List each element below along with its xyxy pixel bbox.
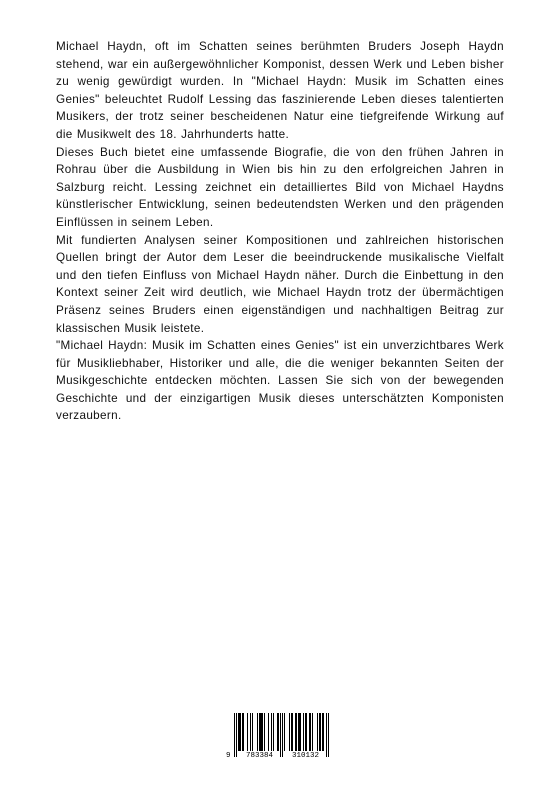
barcode-bar	[262, 713, 263, 751]
barcode-digits	[225, 751, 335, 763]
blurb-paragraph-4: "Michael Haydn: Musik im Schatten eines Genies" ist ein unverzichtbares Werk für Musikliebhaber, Historiker und alle, die die weniger bekannten Seiten der Musikgeschichte entdecken möchten. Lassen Sie sich von der bewegenden Geschichte und der einzigartigen Musik dieses unterschätzten Komponisten verzaubern.	[56, 339, 504, 423]
barcode-bar	[259, 713, 260, 751]
barcode-bar	[309, 713, 310, 751]
blurb-paragraph-3: Mit fundierten Analysen seiner Kompositionen und zahlreichen historischen Quellen bringt der Autor dem Leser die beeindruckende musikalische Vielfalt und den tiefen Einfluss von Michael Haydn näher. Durch die Einbettung in den Kontext seiner Zeit wird deutlich, wie Michael Haydn trotz der übermächtigen Präsenz seines Bruders einen eigenständigen und nachhaltigen Beitrag zur klassischen Musik leistete.	[56, 233, 504, 335]
barcode-bar	[261, 713, 262, 751]
barcode-bar	[320, 713, 321, 751]
barcode-bar	[310, 713, 311, 751]
barcode-lead-digit: 9	[226, 752, 231, 760]
barcode-bar	[322, 713, 323, 751]
barcode-bar	[264, 713, 265, 751]
barcode-bar	[300, 713, 301, 751]
barcode-bar	[296, 713, 297, 751]
barcode-bar	[323, 713, 324, 751]
barcode-bar	[271, 713, 272, 751]
barcode-bar	[303, 713, 304, 751]
barcode-bar	[257, 713, 258, 751]
barcode-bar	[289, 713, 290, 751]
barcode-bar	[295, 713, 296, 751]
barcode-bar	[312, 713, 313, 751]
barcode-bar	[278, 713, 279, 751]
barcode-bar	[247, 713, 248, 751]
barcode-bar	[252, 713, 253, 751]
barcode-bar	[243, 713, 244, 751]
barcode-bar	[305, 713, 306, 751]
barcode-bar	[306, 713, 307, 751]
isbn-barcode	[225, 713, 335, 765]
barcode-bar	[299, 713, 300, 751]
barcode-bar	[250, 713, 251, 751]
barcode-bar	[277, 713, 278, 751]
blurb-text	[56, 38, 504, 425]
barcode-bar	[273, 713, 274, 751]
blurb-paragraph-2: Dieses Buch bietet eine umfassende Biografie, die von den frühen Jahren in Rohrau über die Ausbildung in Wien bis hin zu den erfolgreichen Jahren in Salzburg reicht. Lessing zeichnet ein detailliertes Bild von Michael Haydns künstlerischer Entwicklung, seinen bedeutendsten Werken und den prägenden Einflüssen in seinem Leben.	[56, 145, 504, 229]
blurb-paragraph-1: Michael Haydn, oft im Schatten seines berühmten Bruders Joseph Haydn stehend, war ein außergewöhnlicher Komponist, dessen Werk und Leben bisher zu wenig gewürdigt wurden. In "Michael Haydn: Musik im Schatten eines Genies" beleuchtet Rudolf Lessing das faszinierende Leben dieses talentierten Musikers, der trotz seiner bescheidenen Natur eine tiefgreifende Wirkung auf die Musikwelt des 18. Jahrhunderts hatte.	[56, 40, 504, 141]
barcode-bar	[291, 713, 292, 751]
barcode-bar	[242, 713, 243, 751]
barcode-right-group: 310132	[292, 752, 320, 760]
barcode-bar	[319, 713, 320, 751]
barcode-bar	[239, 713, 240, 751]
barcode-bar	[292, 713, 293, 751]
barcode-bar	[268, 713, 269, 751]
barcode-left-group: 783384	[246, 752, 274, 760]
barcode-bar	[284, 713, 285, 751]
barcode-bar	[240, 713, 241, 751]
barcode-bar	[260, 713, 261, 751]
barcode-bar	[238, 713, 239, 751]
barcode-bar	[298, 713, 299, 751]
barcode-bar	[317, 713, 318, 751]
